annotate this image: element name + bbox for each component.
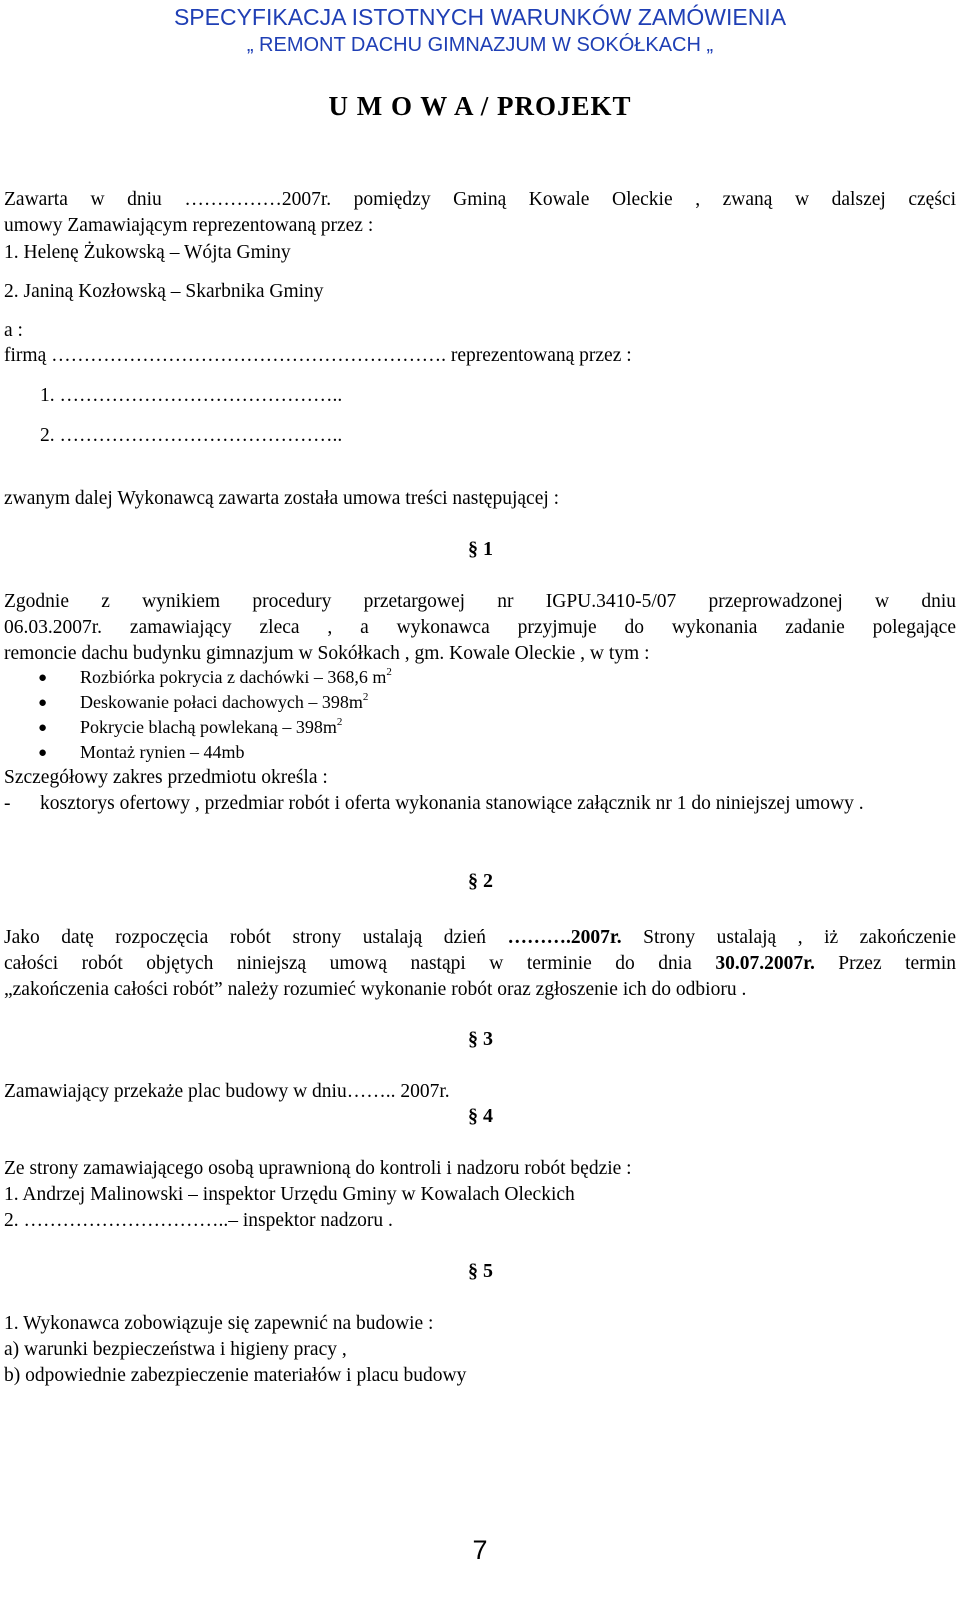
bullet-icon: ● [38, 670, 48, 686]
bullet-icon: ● [38, 695, 48, 711]
header-subtitle: „ REMONT DACHU GIMNAZJUM W SOKÓŁKACH „ [246, 34, 714, 56]
section-4-intro: Ze strony zamawiającego osobą uprawnioną do kontroli i nadzoru robót będzie : [4, 1158, 632, 1179]
scope-dash-text: kosztorys ofertowy , przedmiar robót i oferta wykonania stanowiące załącznik nr 1 do niniejszej umowy . [40, 793, 864, 814]
representative-2: 2. Janiną Kozłowską – Skarbnika Gminy [4, 281, 324, 302]
list-item: Montaż rynien – 44mb [80, 742, 245, 762]
bullet-icon: ● [38, 720, 48, 736]
section-1-para-line-1: Zgodnie z wynikiem procedury przetargowej nr IGPU.3410-5/07 przeprowadzonej w dniu [4, 591, 956, 612]
section-2-line-3: „zakończenia całości robót” należy rozumieć wykonanie robót oraz zgłoszenie ich do odbioru . [4, 979, 747, 1000]
section-5-intro: 1. Wykonawca zobowiązuje się zapewnić na budowie : [4, 1313, 434, 1334]
section-3-heading: § 3 [468, 1028, 493, 1050]
contractor-rep-1: 1. …………………………………….. [40, 385, 343, 406]
section-5-item-b: b) odpowiednie zabezpieczenie materiałów i placu budowy [4, 1365, 467, 1386]
section-4-item-2: 2. …………………………..– inspektor nadzoru . [4, 1210, 393, 1231]
section-1-heading: § 1 [468, 538, 493, 560]
contractor-rep-2: 2. …………………………………….. [40, 425, 343, 446]
list-item: Rozbiórka pokrycia z dachówki – 368,6 $m^2$ [80, 666, 392, 687]
section-5-heading: § 5 [468, 1260, 493, 1282]
section-2-line-2: całości robót objętych niniejszą umową nastąpi w terminie do dnia 30.07.2007r. Przez termin [4, 953, 956, 974]
firm-line: firmą ……………………………………………………. reprezentowaną przez : [4, 345, 632, 366]
section-4-item-1: 1. Andrzej Malinowski – inspektor Urzędu Gminy w Kowalach Oleckich [4, 1184, 575, 1205]
bullet-icon: ● [38, 745, 48, 761]
section-1-para-line-3: remoncie dachu budynku gimnazjum w Sokółkach , gm. Kowale Oleckie , w tym : [4, 643, 650, 664]
section-1-para-line-2: 06.03.2007r. zamawiający zleca , a wykonawca przyjmuje do wykonania zadanie polegające [4, 617, 956, 638]
page-number: 7 [472, 1535, 488, 1565]
document-title: U M O W A / PROJEKT [328, 91, 632, 121]
list-item: Pokrycie blachą powlekaną – $398m^2$ [80, 716, 343, 737]
representative-1: 1. Helenę Żukowską – Wójta Gminy [4, 242, 291, 263]
scope-dash-item [4, 791, 956, 817]
list-item: Deskowanie połaci dachowych – $398m^2$ [80, 691, 369, 712]
intro-line-1: Zawarta w dniu ……………2007r. pomiędzy Gminą Kowale Oleckie , zwaną w dalszej części [4, 189, 956, 210]
section-5-item-a: a) warunki bezpieczeństwa i higieny pracy , [4, 1339, 347, 1360]
contract-intro: zwanym dalej Wykonawcą zawarta została umowa treści następującej : [4, 488, 560, 509]
section-4-heading: § 4 [468, 1105, 493, 1127]
section-2-heading: § 2 [468, 870, 493, 892]
section-2-line-1: Jako datę rozpoczęcia robót strony ustalają dzień ……….2007r. Strony ustalają , iż zakończenie [4, 927, 956, 948]
intro-line-2: umowy Zamawiającym reprezentowaną przez : [4, 215, 374, 236]
header-title: SPECYFIKACJA ISTOTNYCH WARUNKÓW ZAMÓWIENIA [173, 4, 787, 30]
section-3-text: Zamawiający przekaże plac budowy w dniu…….. 2007r. [4, 1081, 450, 1102]
scope-label: Szczegółowy zakres przedmiotu określa : [4, 767, 328, 788]
and-label: a : [4, 320, 23, 341]
dash-marker: - [4, 793, 11, 814]
